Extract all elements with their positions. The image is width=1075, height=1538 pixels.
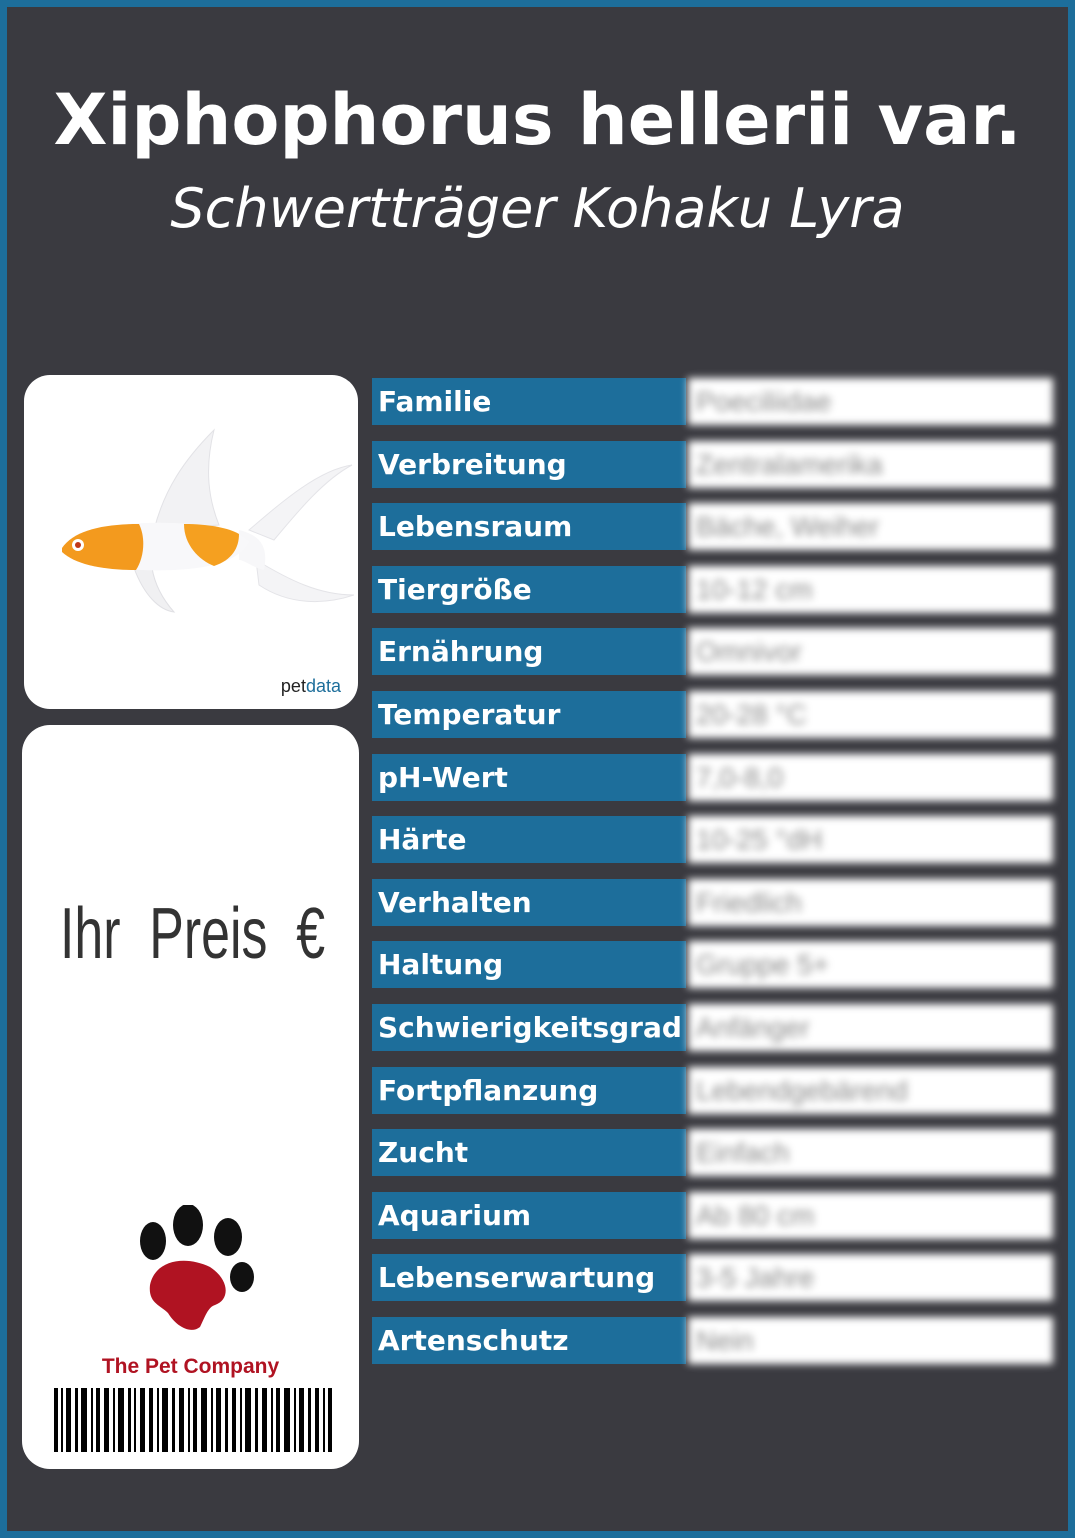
scientific-name: Xiphophorus hellerii var. [53,79,1022,161]
common-name: Schwertträger Kohaku Lyra [170,177,905,240]
row-value: Anfänger [688,1004,1053,1051]
row-label: Familie [372,378,686,425]
company-name: The Pet Company [101,1355,280,1378]
row-value: 7,0-8,0 [688,754,1053,801]
table-row [372,441,1053,488]
petdata-logo [281,676,341,697]
row-label: Verhalten [372,879,686,926]
table-row [372,566,1053,613]
row-value: 10-12 cm [688,566,1053,613]
table-row [372,1067,1053,1114]
table-row [372,691,1053,738]
info-table [372,378,1053,1380]
row-label: Lebenserwartung [372,1254,686,1301]
row-label: Ernährung [372,628,686,675]
paw-icon [130,1205,255,1335]
brand-text-data: data [305,676,341,696]
row-label: Temperatur [372,691,686,738]
row-value: Omnivor [688,628,1053,675]
row-label: Härte [372,816,686,863]
row-value: Zentralamerika [688,441,1053,488]
row-label: Verbreitung [372,441,686,488]
row-value: 10-25 °dH [688,816,1053,863]
table-row [372,503,1053,550]
row-label: Artenschutz [372,1317,686,1364]
price-label [60,893,325,975]
row-value: Lebendgebärend [688,1067,1053,1114]
row-value: Einfach [688,1129,1053,1176]
row-value: Gruppe 5+ [688,941,1053,988]
row-value: Nein [688,1317,1053,1364]
row-label: Haltung [372,941,686,988]
price-word-1: Ihr [60,894,121,974]
table-row [372,1317,1053,1364]
row-value: Friedlich [688,879,1053,926]
table-row [372,628,1053,675]
row-value: Bäche, Weiher [688,503,1053,550]
photo-panel [24,375,358,709]
row-label: Zucht [372,1129,686,1176]
table-row [372,1129,1053,1176]
row-label: pH-Wert [372,754,686,801]
row-label: Schwierigkeitsgrad [372,1004,686,1051]
row-label: Aquarium [372,1192,686,1239]
row-label: Fortpflanzung [372,1067,686,1114]
table-row [372,378,1053,425]
table-row [372,941,1053,988]
barcode-icon [54,1388,332,1452]
table-row [372,1004,1053,1051]
row-value: 20-28 °C [688,691,1053,738]
row-value: Ab 80 cm [688,1192,1053,1239]
price-panel [22,725,359,1469]
fish-image [34,420,354,620]
species-card [7,7,1068,1531]
row-value: Poeciliidae [688,378,1053,425]
table-row [372,754,1053,801]
table-row [372,816,1053,863]
price-word-2: Preis [149,894,268,974]
table-row [372,879,1053,926]
row-label: Tiergröße [372,566,686,613]
brand-text-pet: pet [280,676,306,696]
table-row [372,1192,1053,1239]
currency-symbol: € [296,894,326,974]
row-value: 3-5 Jahre [688,1254,1053,1301]
row-label: Lebensraum [372,503,686,550]
table-row [372,1254,1053,1301]
